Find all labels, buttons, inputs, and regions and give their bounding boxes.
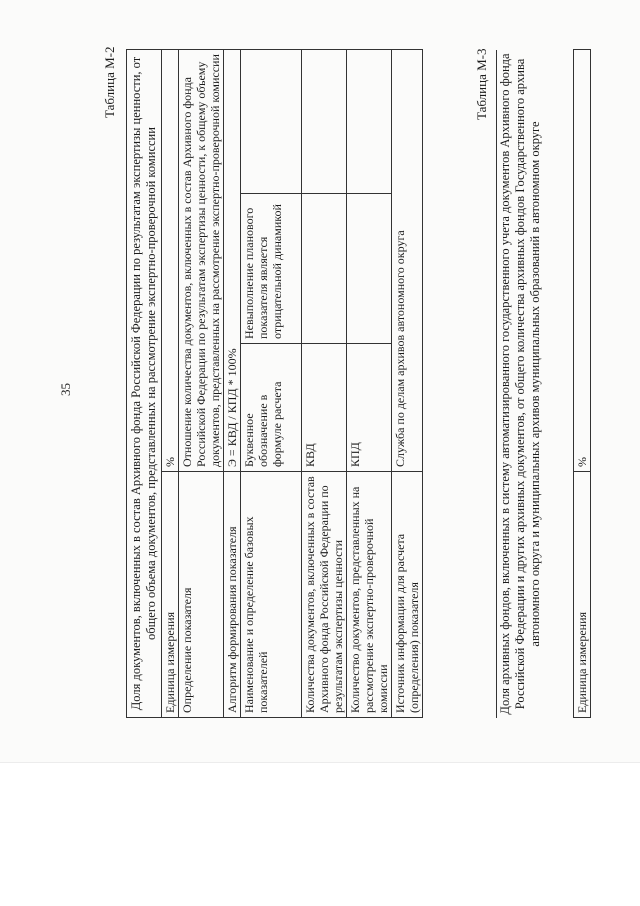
symbol-header: Буквенное обозначение в формуле расчета xyxy=(241,344,302,472)
kpd-symbol: КПД xyxy=(347,344,392,472)
table-row xyxy=(574,50,591,718)
table-m3 xyxy=(573,49,591,718)
empty-cell xyxy=(241,50,302,194)
base-indicators-label: Наименование и определение базовых показателей xyxy=(241,472,302,718)
empty-cell xyxy=(302,194,347,344)
table-row xyxy=(224,50,241,718)
unit-label: Единица измерения xyxy=(162,472,179,718)
algorithm-formula: Э = КВД / КПД * 100% xyxy=(224,50,241,472)
empty-cell xyxy=(347,50,392,194)
unit-value: % xyxy=(162,50,179,472)
page-number: 35 xyxy=(58,383,73,396)
definition-value: Отношение количества документов, включенных в состав Архивного фонда Российской Федерации по результатам экспертизы ценности, к общему объему документов, представленных на рассмотрение экспертно-проверочной комиссии xyxy=(179,50,224,472)
table-row xyxy=(241,50,302,718)
table-m2-label: Таблица М-2 xyxy=(102,46,117,118)
kvd-label: Количества документов, включенных в состав Архивного фонда Российской Федерации по результатам экспертизы ценности xyxy=(302,472,347,718)
source-label: Источник информации для расчета (определения) показателя xyxy=(392,472,423,718)
table-m2-caption-row xyxy=(127,50,162,718)
empty-cell xyxy=(302,50,347,194)
table-row xyxy=(179,50,224,718)
kpd-label: Количество документов, представленных на рассмотрение экспертно-проверочной комиссии xyxy=(347,472,392,718)
table-row xyxy=(347,50,392,718)
table-row xyxy=(162,50,179,718)
note-header: Невыполнение планового показателя является отрицательной динамикой xyxy=(241,194,302,344)
table-row xyxy=(302,50,347,718)
m3-unit-value: % xyxy=(574,50,591,472)
source-value: Служба по делам архивов автономного округа xyxy=(392,50,423,472)
scan-blank-area xyxy=(0,762,640,906)
empty-cell xyxy=(347,194,392,344)
table-m2 xyxy=(126,49,423,718)
table-m3-label: Таблица М-3 xyxy=(474,48,489,120)
definition-label: Определение показателя xyxy=(179,472,224,718)
kvd-symbol: КВД xyxy=(302,344,347,472)
m3-unit-label: Единица измерения xyxy=(574,472,591,718)
table-row xyxy=(392,50,423,718)
algorithm-label: Алгоритм формирования показателя xyxy=(224,472,241,718)
table-m3-caption: Доля архивных фондов, включенных в систему автоматизированного государственного учета документов Архивного фонда Российской Федерации и других архивных документов, от общего количества архивных фондов Государственного архива автономного округа и муниципальных архивов муниципальных образований в автономном округе xyxy=(496,50,543,718)
table-m2-caption: Доля документов, включенных в состав Архивного фонда Российской Федерации по результатам экспертизы ценности, от общего объема документов, представленных на рассмотрение экспертно-проверочной комиссии xyxy=(127,50,162,718)
